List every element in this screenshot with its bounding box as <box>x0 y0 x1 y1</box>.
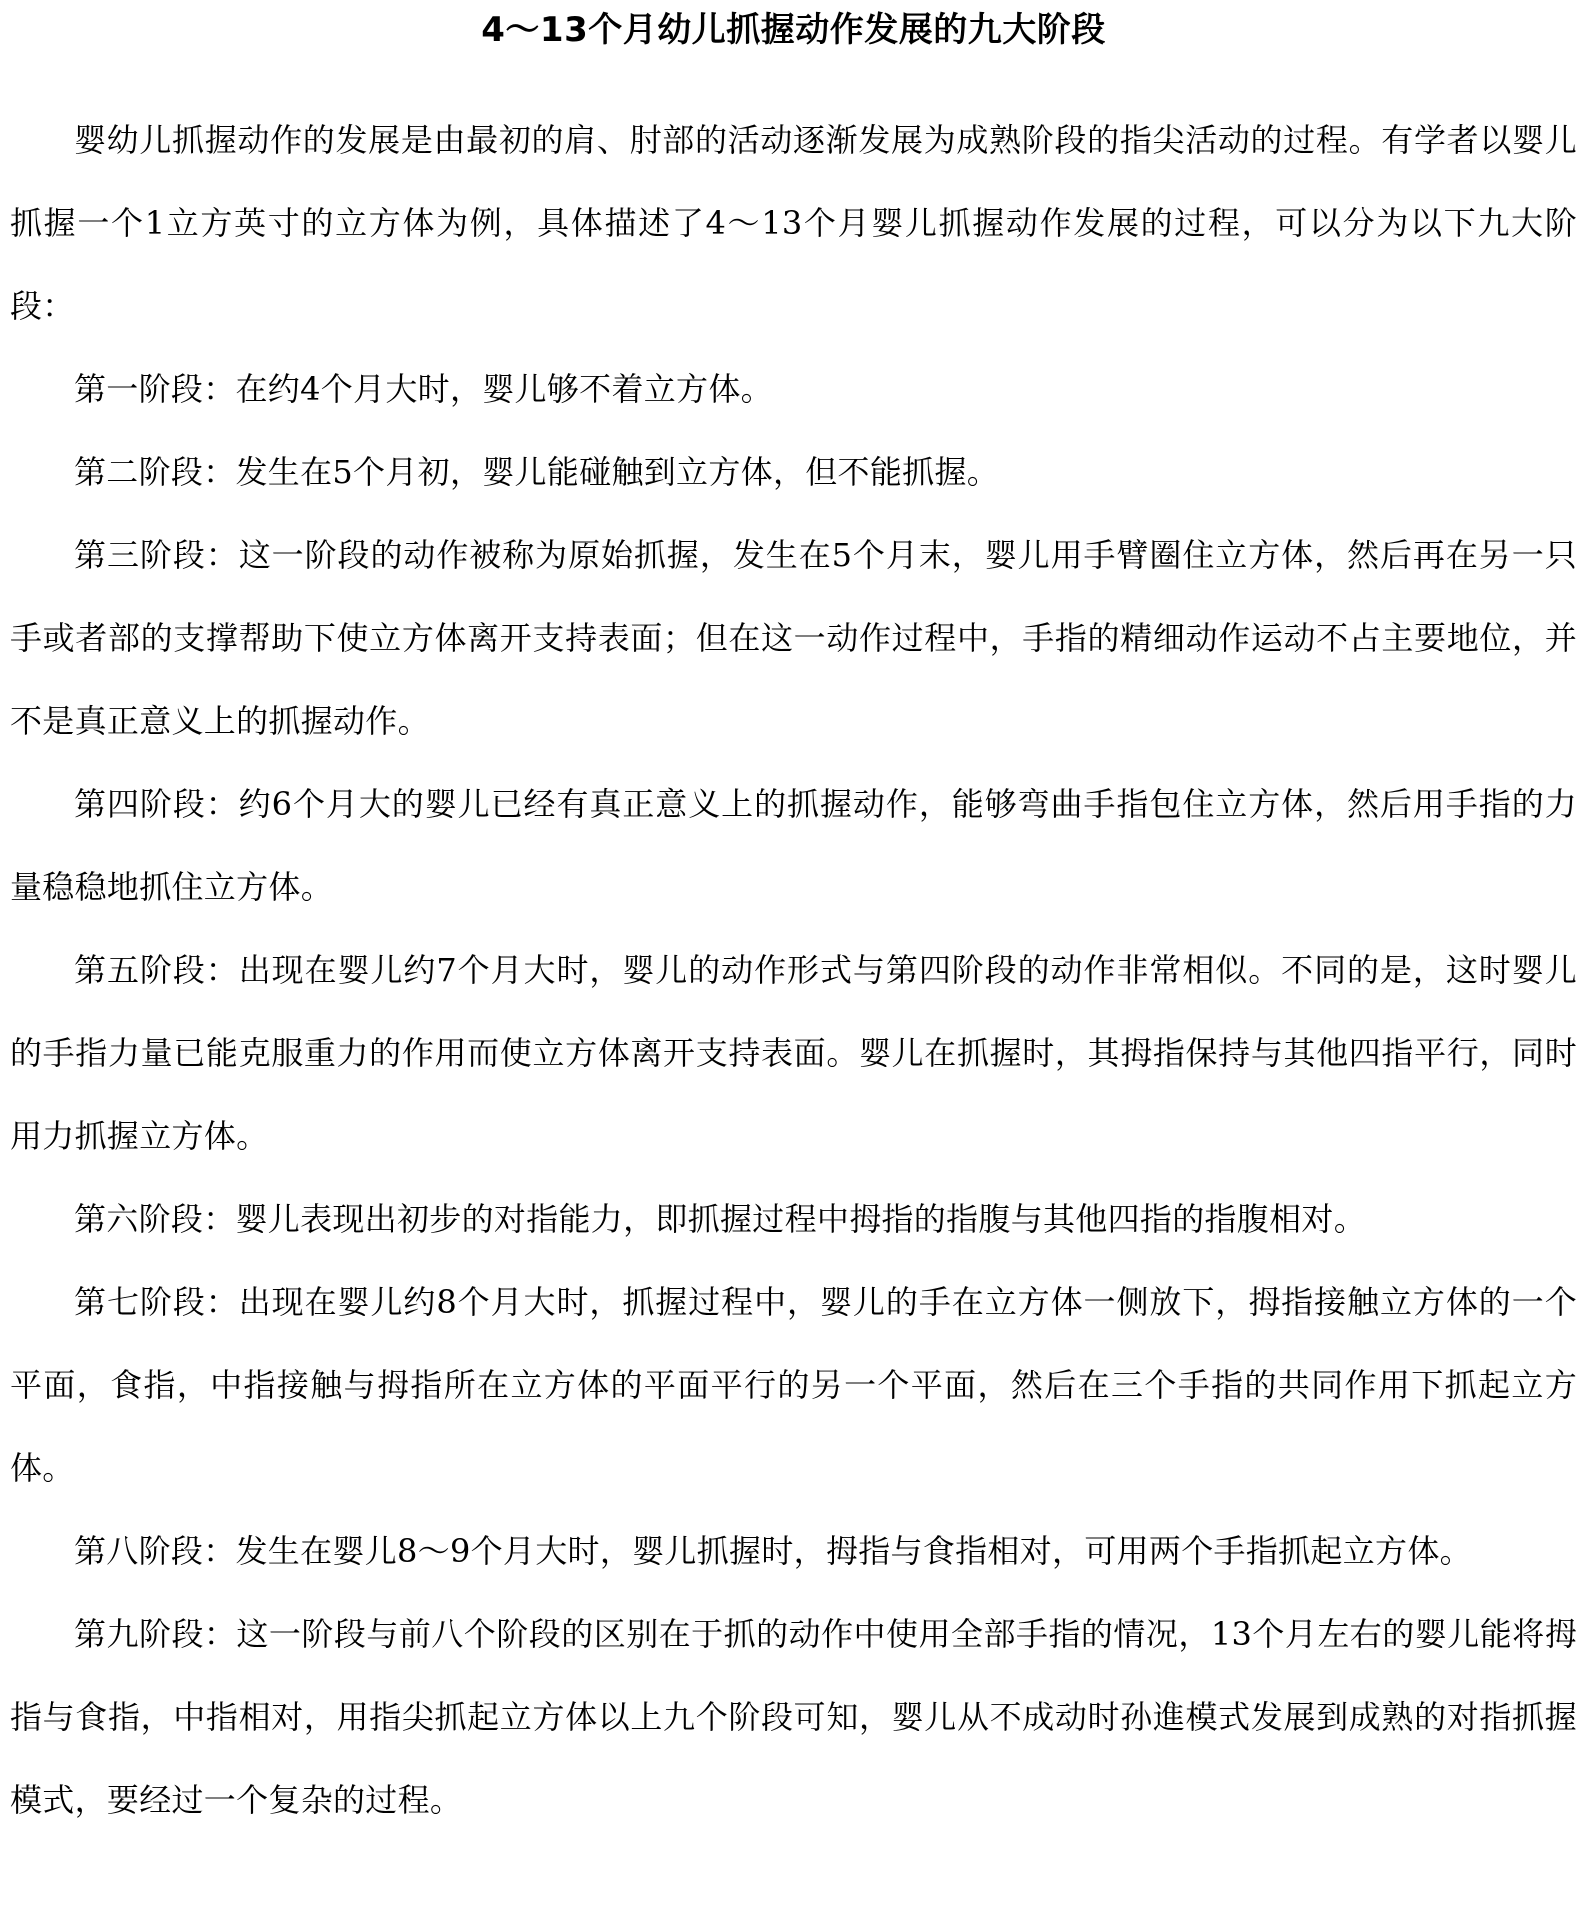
document-body <box>10 99 1577 1842</box>
paragraph-stage-5: 第五阶段：出现在婴儿约7个月大时，婴儿的动作形式与第四阶段的动作非常相似。不同的是，这时婴儿的手指力量已能克服重力的作用而使立方体离开支持表面。婴儿在抓握时，其拇指保持与其他四指平行，同时用力抓握立方体。 <box>10 951 1577 1155</box>
paragraph-stage-7: 第七阶段：出现在婴儿约8个月大时，抓握过程中，婴儿的手在立方体一侧放下，拇指接触立方体的一个平面，食指，中指接触与拇指所在立方体的平面平行的另一个平面，然后在三个手指的共同作用下抓起立方体。 <box>10 1283 1577 1487</box>
paragraph-stage-2: 第二阶段：发生在5个月初，婴儿能碰触到立方体，但不能抓握。 <box>74 453 1000 491</box>
paragraph-stage-6: 第六阶段：婴儿表现出初步的对指能力，即抓握过程中拇指的指腹与其他四指的指腹相对。 <box>74 1200 1367 1238</box>
document-title: 4～13个月幼儿抓握动作发展的九大阶段 <box>481 10 1106 50</box>
paragraph-stage-3: 第三阶段：这一阶段的动作被称为原始抓握，发生在5个月末，婴儿用手臂圈住立方体，然后再在另一只手或者部的支撑帮助下使立方体离开支持表面；但在这一动作过程中，手指的精细动作运动不占主要地位，并不是真正意义上的抓握动作。 <box>10 536 1577 740</box>
paragraph-stage-9: 第九阶段：这一阶段与前八个阶段的区别在于抓的动作中使用全部手指的情况，13个月左右的婴儿能将拇指与食指，中指相对，用指尖抓起立方体以上九个阶段可知，婴儿从不成动时孙進模式发展到成熟的对指抓握模式，要经过一个复杂的过程。 <box>10 1615 1577 1819</box>
paragraph-intro: 婴幼儿抓握动作的发展是由最初的肩、肘部的活动逐渐发展为成熟阶段的指尖活动的过程。有学者以婴儿抓握一个1立方英寸的立方体为例，具体描述了4～13个月婴儿抓握动作发展的过程，可以分为以下九大阶段： <box>10 121 1577 325</box>
paragraph-stage-4: 第四阶段：约6个月大的婴儿已经有真正意义上的抓握动作，能够弯曲手指包住立方体，然后用手指的力量稳稳地抓住立方体。 <box>10 785 1577 906</box>
document-page <box>10 0 1577 1842</box>
paragraph-stage-8: 第八阶段：发生在婴儿8～9个月大时，婴儿抓握时，拇指与食指相对，可用两个手指抓起立方体。 <box>74 1532 1472 1570</box>
paragraph-stage-1: 第一阶段：在约4个月大时，婴儿够不着立方体。 <box>74 370 773 408</box>
